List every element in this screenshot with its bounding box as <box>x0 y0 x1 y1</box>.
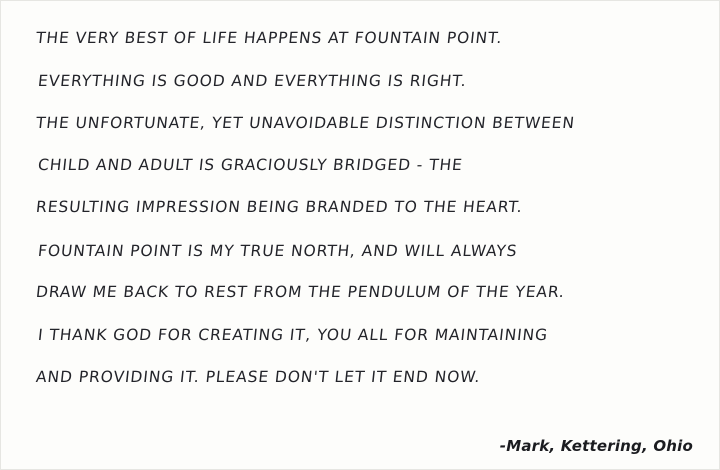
handwritten-line: CHILD AND ADULT IS GRACIOUSLY BRIDGED - THE <box>37 155 464 174</box>
handwritten-line: THE UNFORTUNATE, YET UNAVOIDABLE DISTINCTION BETWEEN <box>35 114 576 132</box>
handwritten-line: EVERYTHING IS GOOD AND EVERYTHING IS RIGHT. <box>37 71 468 90</box>
signature-attribution: -Mark, Kettering, Ohio <box>499 437 693 455</box>
handwritten-line: AND PROVIDING IT. PLEASE DON'T LET IT END NOW. <box>35 368 482 386</box>
handwritten-line: THE VERY BEST OF LIFE HAPPENS AT FOUNTAIN POINT. <box>35 29 504 47</box>
handwritten-line: I THANK GOD FOR CREATING IT, YOU ALL FOR MAINTAINING <box>37 325 549 344</box>
handwritten-line: RESULTING IMPRESSION BEING BRANDED TO THE HEART. <box>35 198 524 216</box>
handwritten-body <box>35 31 697 386</box>
handwritten-line: FOUNTAIN POINT IS MY TRUE NORTH, AND WILL ALWAYS <box>37 241 519 260</box>
handwritten-line: DRAW ME BACK TO REST FROM THE PENDULUM OF THE YEAR. <box>35 283 566 301</box>
